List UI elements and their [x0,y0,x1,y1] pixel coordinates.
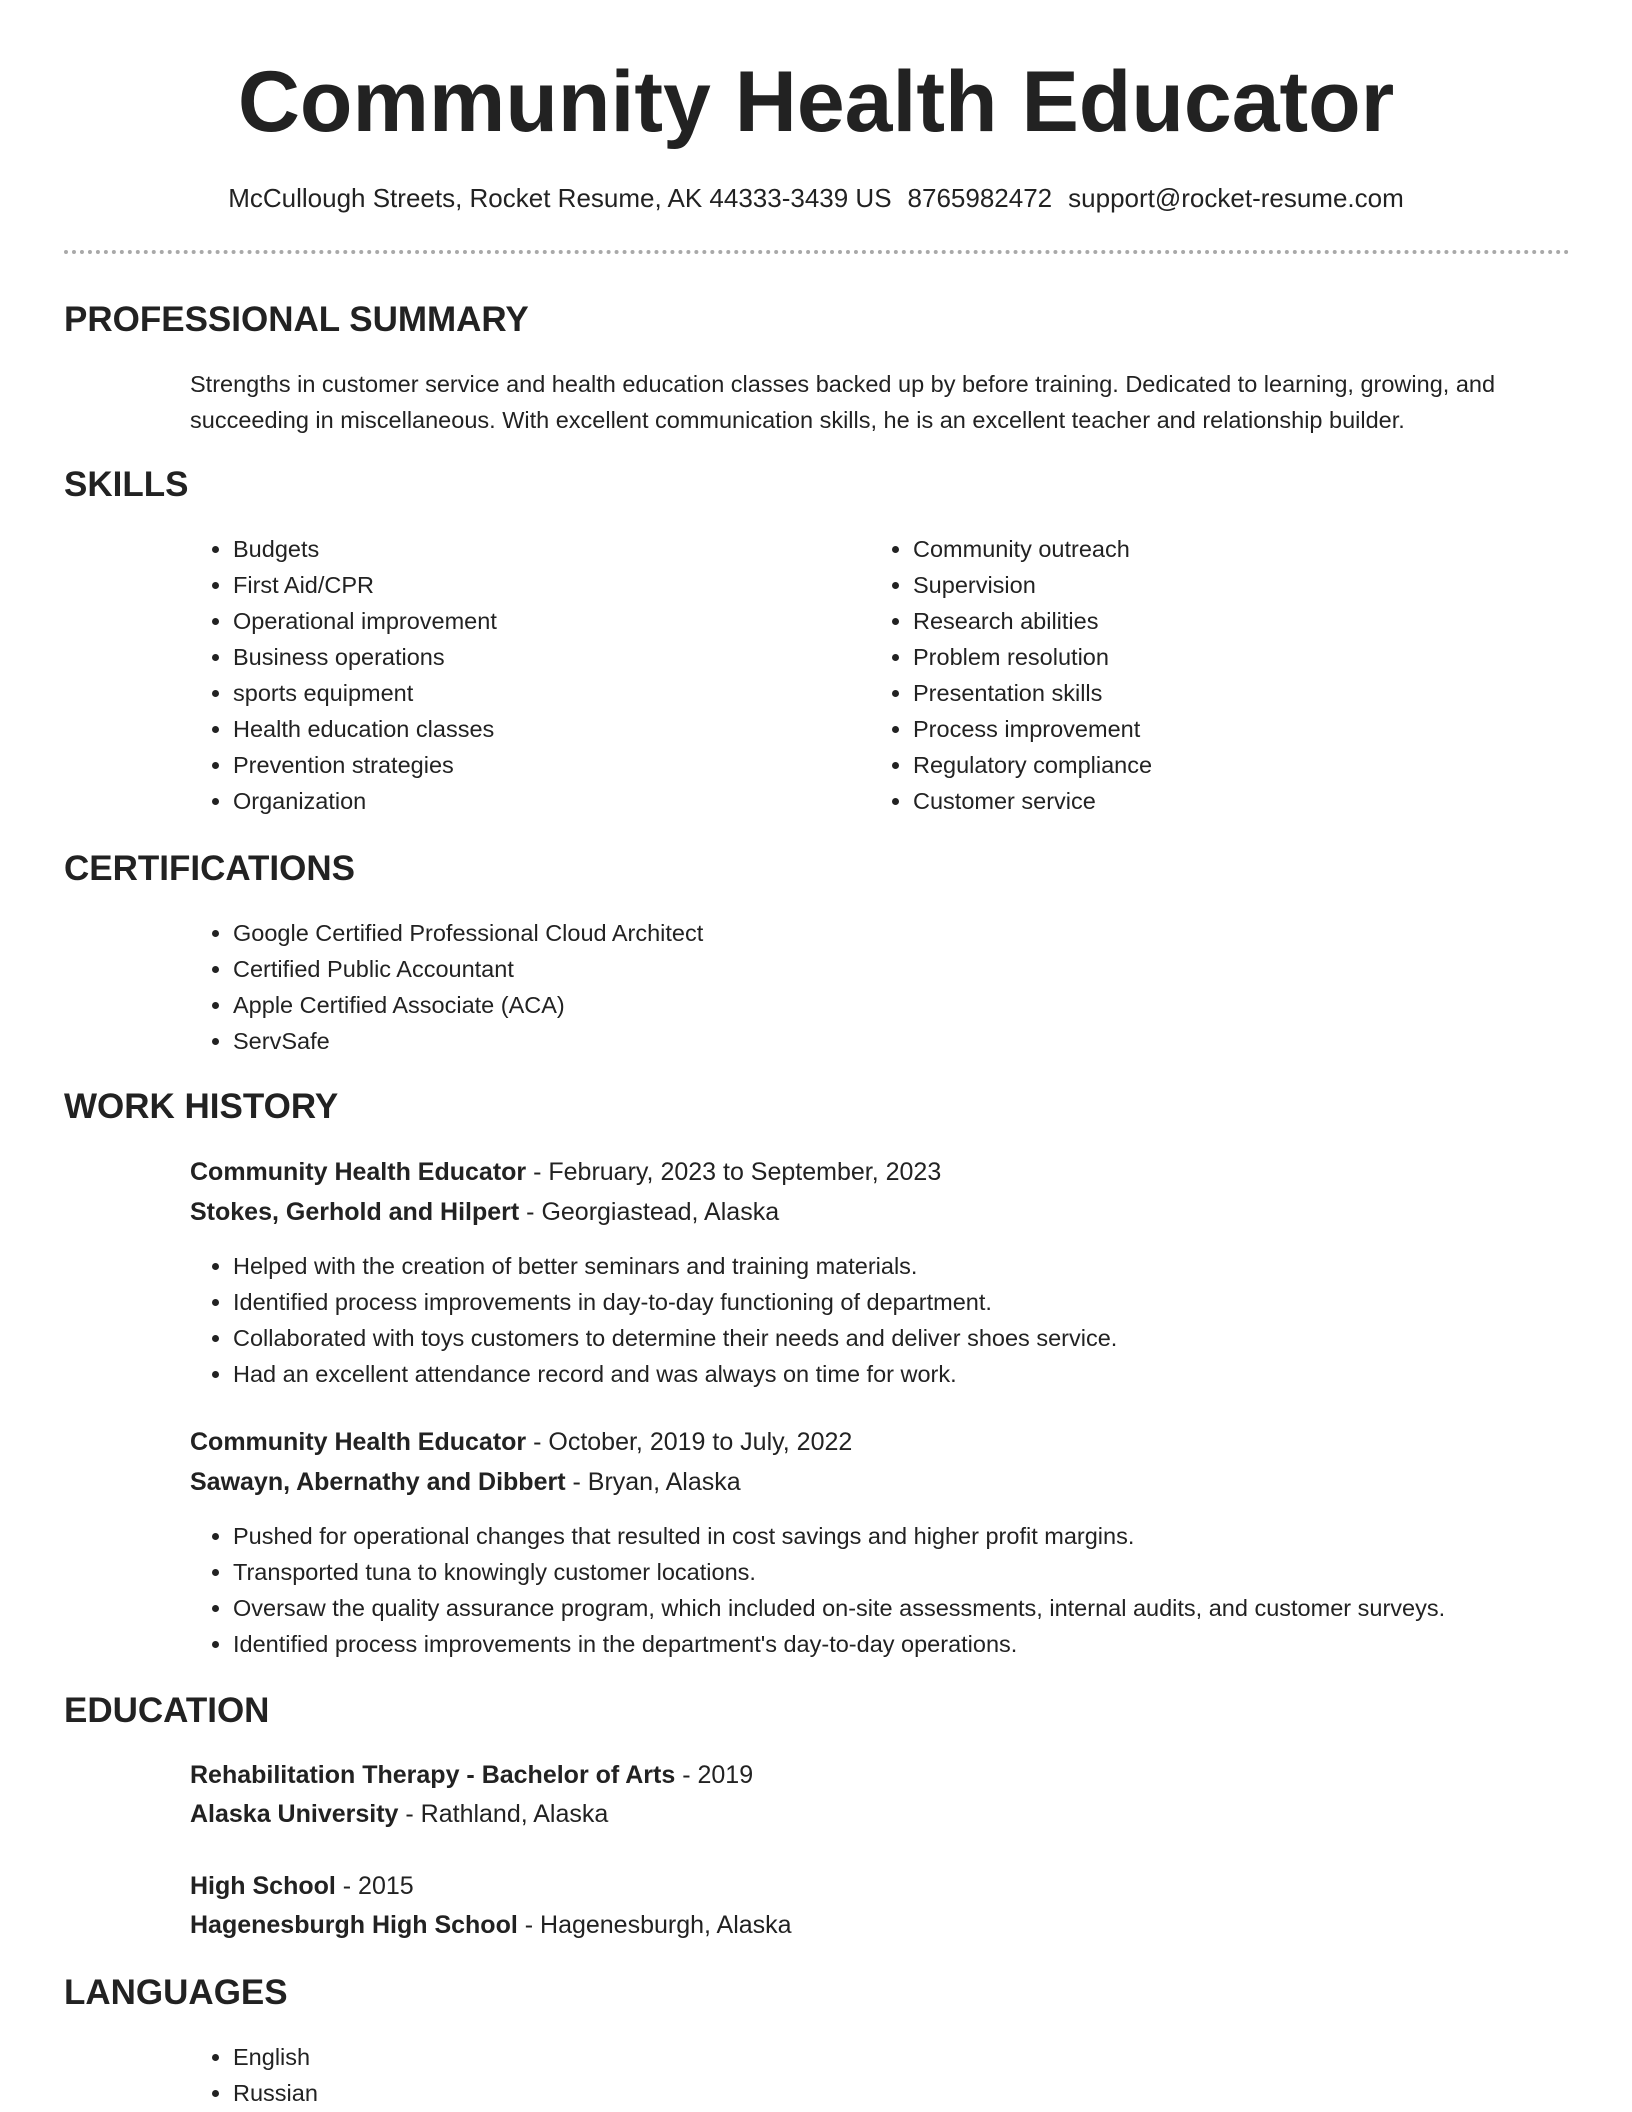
skill-item: • Process improvement [913,711,1533,747]
languages-heading: LANGUAGES [64,1973,288,2012]
languages-list [189,2039,833,2111]
certifications-heading: CERTIFICATIONS [64,849,356,888]
contact-email: support@rocket-resume.com [1068,183,1404,213]
certification-item: • ServSafe [233,1023,1533,1059]
job-company-line [190,1195,779,1229]
education-school-line [190,1908,792,1942]
education-location: - Rathland, Alaska [398,1800,609,1828]
skill-item: • Community outreach [913,531,1533,567]
job-company-line [190,1465,741,1499]
education-location: - Hagenesburgh, Alaska [517,1911,792,1939]
job-dates: - February, 2023 to September, 2023 [526,1158,942,1186]
skill-item: • Health education classes [233,711,853,747]
skill-item: • Regulatory compliance [913,747,1533,783]
job-company: Sawayn, Abernathy and Dibbert [190,1468,566,1496]
job-role: Community Health Educator [190,1428,527,1456]
certification-item: • Apple Certified Associate (ACA) [233,987,1533,1023]
skill-item: • Problem resolution [913,639,1533,675]
job-role: Community Health Educator [190,1158,527,1186]
job-location: - Bryan, Alaska [565,1468,741,1496]
certifications-list [189,915,1533,1059]
certification-item: • Google Certified Professional Cloud Architect [233,915,1533,951]
education-year: - 2015 [335,1872,414,1900]
job-bullet: • Transported tuna to knowingly customer locations. [233,1554,1632,1590]
contact-address: McCullough Streets, Rocket Resume, AK 44333-3439 US [228,183,892,213]
job-bullet: • Pushed for operational changes that resulted in cost savings and higher profit margins. [233,1518,1632,1554]
job-bullet: • Identified process improvements in the department's day-to-day operations. [233,1626,1632,1662]
job-bullet: • Identified process improvements in day-to-day functioning of department. [233,1284,1623,1320]
job-bullets [189,1248,1623,1392]
job-location: - Georgiastead, Alaska [519,1198,780,1226]
skill-item: • Operational improvement [233,603,853,639]
education-school: Alaska University [190,1800,399,1828]
job-bullet: • Helped with the creation of better seminars and training materials. [233,1248,1623,1284]
education-school-line [190,1797,608,1831]
job-title-line [190,1155,941,1189]
job-dates: - October, 2019 to July, 2022 [526,1428,853,1456]
skill-item: • Research abilities [913,603,1533,639]
work-history-heading: WORK HISTORY [64,1087,339,1126]
skill-item: • Organization [233,783,853,819]
language-item: • English [233,2039,833,2075]
skill-item: • Business operations [233,639,853,675]
header-divider [64,250,1570,254]
job-bullet: • Collaborated with toys customers to determine their needs and deliver shoes service. [233,1320,1623,1356]
skill-item: • Prevention strategies [233,747,853,783]
education-degree-line [190,1758,753,1792]
skill-item: • First Aid/CPR [233,567,853,603]
job-bullet: • Oversaw the quality assurance program, which included on-site assessments, internal audits, and customer surveys. [233,1590,1632,1626]
summary-text: Strengths in customer service and health education classes backed up by before training. Dedicated to learning, growing, and succeeding in miscellaneous. With excellent communication skills, he is an excellent teacher and relationship builder. [190,371,1496,433]
job-title-line [190,1425,852,1459]
education-heading: EDUCATION [64,1691,270,1730]
skills-list-left [189,531,853,819]
education-degree: High School [190,1872,336,1900]
contact-line [0,181,1632,215]
language-item: • Russian [233,2075,833,2111]
education-degree: Rehabilitation Therapy - Bachelor of Arts [190,1761,676,1789]
education-degree-line [190,1869,414,1903]
skills-heading: SKILLS [64,465,189,504]
candidate-name: Community Health Educator [237,54,1395,150]
certification-item: • Certified Public Accountant [233,951,1533,987]
education-year: - 2019 [675,1761,754,1789]
skill-item: • Supervision [913,567,1533,603]
skill-item: • Presentation skills [913,675,1533,711]
education-school: Hagenesburgh High School [190,1911,518,1939]
skill-item: • Budgets [233,531,853,567]
skills-list-right [869,531,1533,819]
job-bullet: • Had an excellent attendance record and was always on time for work. [233,1356,1623,1392]
summary-heading: PROFESSIONAL SUMMARY [64,300,529,339]
job-bullets [189,1518,1632,1662]
skill-item: • sports equipment [233,675,853,711]
skill-item: • Customer service [913,783,1533,819]
contact-phone: 8765982472 [907,183,1053,213]
job-company: Stokes, Gerhold and Hilpert [190,1198,520,1226]
